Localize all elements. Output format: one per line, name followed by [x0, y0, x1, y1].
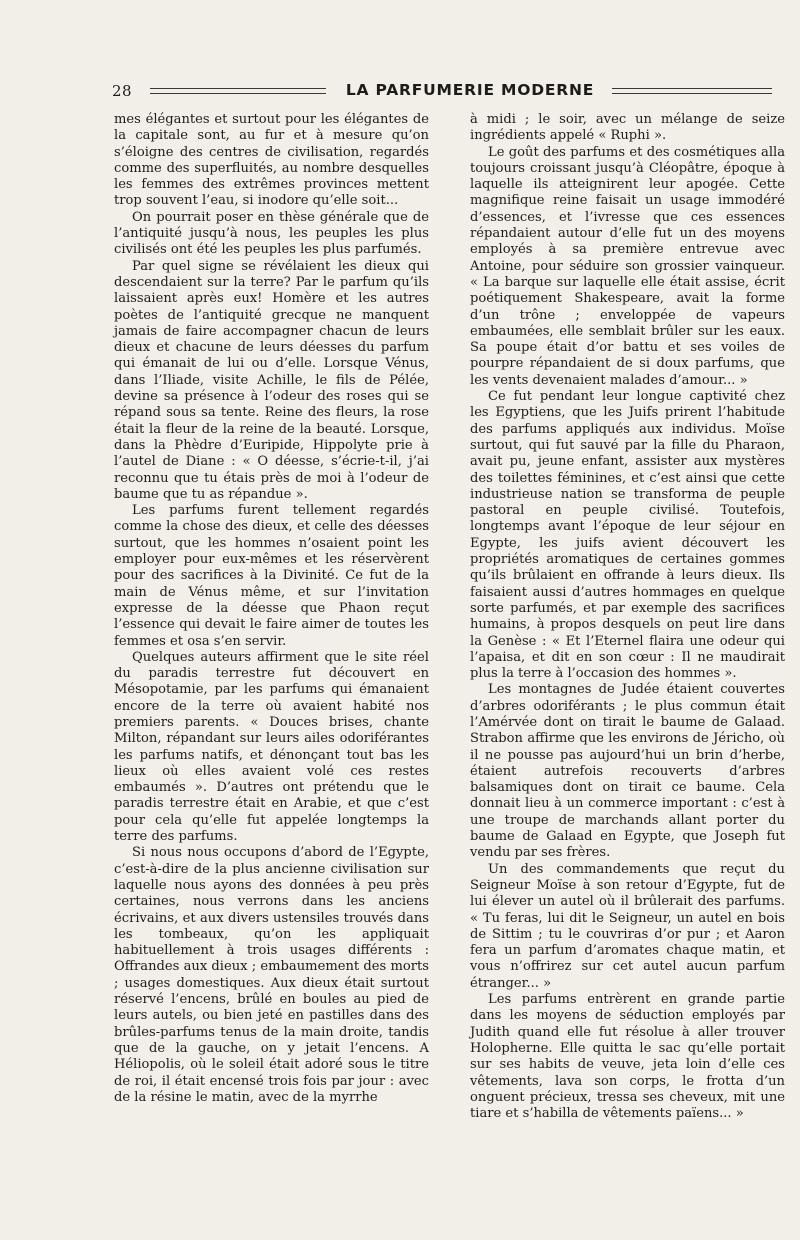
- paragraph: On pourrait poser en thèse générale que de l’antiquité jusqu’à nous, les peuples les plus civilisés ont été les peuples les plus parfumés.: [114, 209, 429, 258]
- paragraph: Les montagnes de Judée étaient couvertes d’arbres odoriférants ; le plus commun était l’Amérvée dont on tirait le baume de Galaad. Strabon affirme que les environs de Jéricho, où il ne pousse pas aujourd’hui un brin d’herbe, étaient autrefois recouverts d’arbres balsamiques dont on tirait ce baume. Cela donnait lieu à un commerce important : c’est à une troupe de marchands allant porter du baume de Galaad en Egypte, que Joseph fut vendu par ses frères.: [470, 682, 785, 861]
- paragraph: Les parfums entrèrent en grande partie dans les moyens de séduction employés par Judith quand elle fut résolue à aller trouver Holopherne. Elle quitta le sac qu’elle portait sur ses habits de veuve, jeta loin d’elle ces vêtements, lava son corps, le frotta d’un onguent précieux, tressa ses cheveux, mit une tiare et s’habilla de vêtements païens... »: [470, 992, 785, 1122]
- paragraph: Ce fut pendant leur longue captivité chez les Egyptiens, que les Juifs prirent l’habitude des parfums appliqués aux individus. Moïse surtout, qui fut sauvé par la fille du Pharaon, avait pu, jeune enfant, assister aux mystères des toilettes féminines, et c’est ainsi que cette industrieuse nation se transforma de peuple pastoral en peuple civilisé. Toutefois, longtemps avant l’époque de leur séjour en Egypte, les juifs avient découvert les propriétés aromatiques de certaines gommes qu’ils brûlaient en offrande à leurs dieux. Ils faisaient aussi d’autres hommages en quelque sorte parfumés, et par exemple des sacrifices humains, à propos desquels on peut lire dans la Genèse : « Et l’Eternel flaira une odeur qui l’apaisa, et dit en son cœur : Il ne maudirait plus la terre à l’occasion des hommes ».: [470, 389, 785, 682]
- paragraph: Si nous nous occupons d’abord de l’Egypte, c’est-à-dire de la plus ancienne civilisation sur laquelle nous ayons des données à peu près certaines, nous verrons dans les anciens écrivains, et aux divers ustensiles trouvés dans les tombeaux, qu’on les appliquait habituellement à trois usages différents : Offrandes aux dieux ; embaumement des morts ; usages domestiques. Aux dieux était surtout réservé l’encens, brûlé en boules au pied de leurs autels, ou bien jeté en pastilles dans des brûles-parfums tenus de la main droite, tandis que de la gauche, on y jetait l’encens. A Héliopolis, où le soleil était adoré sous le titre de roi, il était encensé trois fois par jour : avec de la résine le matin, avec de la myrrhe: [114, 845, 429, 1105]
- paragraph: Par quel signe se révélaient les dieux qui descendaient sur la terre? Par le parfum qu’ils laissaient après eux! Homère et les autres poètes de l’antiquité grecque ne manquent jamais de faire accompagner chacun de leurs dieux et chacune de leurs déesses du parfum qui émanait de lui ou d’elle. Lorsque Vénus, dans l’Iliade, visite Achille, le fils de Pélée, devine sa présence à l’odeur des roses qui se répand sous sa tente. Reine des fleurs, la rose était la fleur de la reine de la beauté. Lorsque, dans la Phèdre d’Euripide, Hippolyte prie à l’autel de Diane : « O déesse, s’écrie-t-il, j’ai reconnu que tu étais près de moi à l’odeur de baume que tu as répandue ».: [114, 258, 429, 502]
- paragraph: Le goût des parfums et des cosmétiques alla toujours croissant jusqu’à Cléopâtre, époque à laquelle ils atteignirent leur apogée. Cette magnifique reine faisait un usage immodéré d’essences, et l’ivresse que ces essences répandaient autour d’elle fut un des moyens employés à sa première entrevue avec Antoine, pour séduire son grossier vainqueur. « La barque sur laquelle elle était assise, écrit poétiquement Shakespeare, avait la forme d’un trône ; enveloppée de vapeurs embaumées, elle semblait brûler sur les eaux. Sa poupe était d’or battu et ses voiles de pourpre répandaient de si doux parfums, que les vents devenaient malades d’amour... »: [470, 144, 785, 388]
- paragraph: Un des commandements que reçut du Seigneur Moïse à son retour d’Egypte, fut de lui élever un autel où il brûlerait des parfums. « Tu feras, lui dit le Seigneur, un autel en bois de Sittim ; tu le couvriras d’or pur ; et Aaron fera un parfum d’aromates chaque matin, et vous n’offrirez sur cet autel aucun parfum étranger... »: [470, 861, 785, 991]
- page-number: 28: [112, 82, 133, 100]
- right-column: [470, 112, 785, 1122]
- paragraph: mes élégantes et surtout pour les élégantes de la capitale sont, au fur et à mesure qu’on s’éloigne des centres de civilisation, regardés comme des superfluités, au nombre desquelles les femmes des extrêmes provinces mettent trop souvent l’eau, si inodore qu’elle soit...: [114, 112, 429, 209]
- left-column: [114, 112, 429, 1106]
- header-rule-right: [612, 88, 772, 94]
- paragraph: Quelques auteurs affirment que le site réel du paradis terrestre fut découvert en Mésopotamie, par les parfums qui émanaient encore de la terre où avaient habité nos premiers parents. « Douces brises, chante Milton, répandant sur leurs ailes odoriférantes les parfums natifs, et dénonçant tout bas les lieux où elles avaient volé ces restes embaumés ». D’autres ont prétendu que le paradis terrestre était en Arabie, et que c’est pour cela qu’elle fut appelée longtemps la terre des parfums.: [114, 649, 429, 845]
- running-title: LA PARFUMERIE MODERNE: [345, 81, 595, 99]
- paragraph: Les parfums furent tellement regardés comme la chose des dieux, et celle des déesses surtout, que les hommes n’osaient point les employer pour eux-mêmes et les réservèrent pour des sacrifices à la Divinité. Ce fut de la main de Vénus même, et sur l’invitation expresse de la déesse que Phaon reçut l’essence qui devait le faire aimer de toutes les femmes et osa s’en servir.: [114, 503, 429, 649]
- header-rule-left: [150, 88, 326, 94]
- paragraph: à midi ; le soir, avec un mélange de seize ingrédients appelé « Ruphi ».: [470, 112, 785, 144]
- page-header: [112, 78, 772, 106]
